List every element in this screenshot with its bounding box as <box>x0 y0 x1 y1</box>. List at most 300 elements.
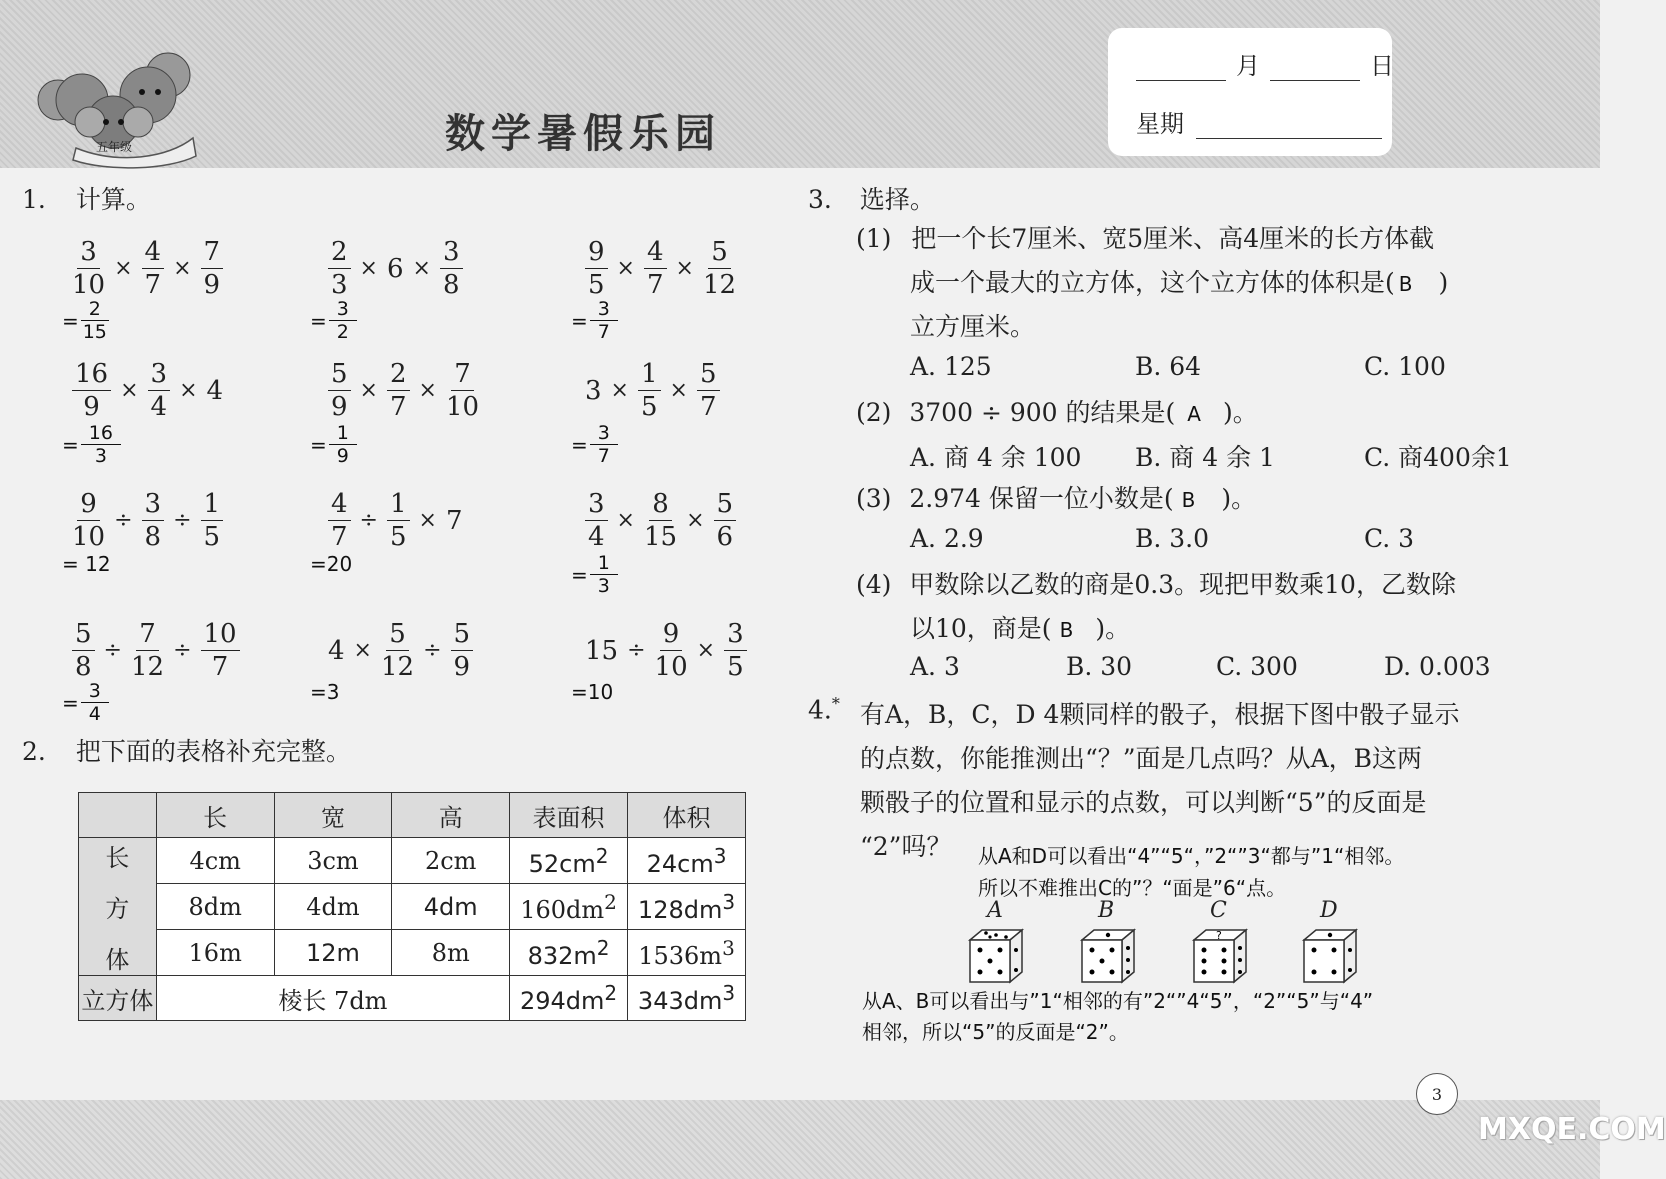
month-blank[interactable] <box>1136 56 1226 81</box>
denominator: 5 <box>640 392 658 422</box>
surface-area-answer[interactable] <box>510 930 628 976</box>
numerator: 3 <box>724 618 747 651</box>
option: A. 125 <box>910 352 992 381</box>
denominator: 7 <box>331 522 348 552</box>
equals-sign: = <box>571 562 588 587</box>
surface-area-answer[interactable] <box>510 838 628 884</box>
q3-part-4 <box>856 564 1456 606</box>
fraction <box>328 358 351 423</box>
fraction <box>381 618 414 683</box>
numerator: 2 <box>328 236 351 269</box>
cuboid-label-char: 长 <box>105 844 130 872</box>
volume-exponent: 3 <box>713 843 727 868</box>
numerator: 1 <box>387 488 410 521</box>
handwritten-answer[interactable]: =3 <box>310 680 340 704</box>
denominator: 15 <box>643 522 678 552</box>
answer-fraction <box>329 298 357 343</box>
operator: × <box>418 378 437 403</box>
operator: ÷ <box>103 638 122 663</box>
denominator: 5 <box>727 652 744 682</box>
question-text: 把一个长7厘米、宽5厘米、高4厘米的长方体截 <box>911 224 1435 253</box>
option: A. 商 4 余 100 <box>910 443 1082 472</box>
q4-line: 的点数，你能推测出“？”面是几点吗？从A，B这两 <box>860 744 1422 773</box>
table-row <box>79 838 746 884</box>
volume-value: 24cm <box>646 849 714 878</box>
q4-star: * <box>831 694 840 713</box>
number: 15 <box>585 635 619 666</box>
denominator: 15 <box>82 321 107 343</box>
height-answer[interactable]: 4dm <box>392 884 510 930</box>
numerator: 3 <box>590 298 618 321</box>
operator: × <box>353 638 372 663</box>
numerator: 2 <box>387 358 410 391</box>
operator: × <box>359 256 378 281</box>
fraction <box>644 488 677 553</box>
question-text: 成一个最大的立方体，这个立方体的体积是( <box>910 268 1395 297</box>
table-header-row <box>79 793 746 838</box>
numerator: 9 <box>585 236 608 269</box>
die-label: C <box>1210 898 1227 923</box>
numerator: 7 <box>201 236 224 269</box>
answer-blank[interactable]: B <box>1398 272 1413 296</box>
denominator: 10 <box>445 392 480 422</box>
fraction <box>703 236 736 301</box>
fraction <box>142 488 165 553</box>
numerator: 3 <box>440 236 463 269</box>
answer-blank[interactable]: A <box>1187 402 1201 426</box>
exercise-expression <box>328 236 463 301</box>
numerator: 4 <box>328 488 351 521</box>
number: 6 <box>386 253 404 284</box>
fraction <box>724 618 747 683</box>
denominator: 5 <box>588 270 605 300</box>
q3-part-4-line2 <box>910 608 1130 651</box>
day-blank[interactable] <box>1270 56 1360 81</box>
answer-blank[interactable]: B <box>1059 618 1074 642</box>
q2-number: 2. <box>22 737 46 766</box>
table-cell: 16m <box>156 930 274 976</box>
question-text: )。 <box>1222 398 1258 427</box>
part-label: (4) <box>856 570 892 599</box>
option: C. 商400余1 <box>1364 443 1512 472</box>
denominator: 4 <box>150 392 168 422</box>
q3-number: 3. <box>808 185 832 214</box>
numerator: 3 <box>148 358 171 391</box>
fraction <box>697 358 720 423</box>
fraction <box>328 236 351 301</box>
volume-value: 343dm <box>637 987 723 1015</box>
q4-line: “2”吗？ <box>860 832 952 861</box>
denominator: 7 <box>646 270 664 300</box>
q4-handwritten-answer[interactable]: 相邻，所以“5”的反面是“2”。 <box>862 1020 1129 1044</box>
header-volume: 体积 <box>628 793 746 838</box>
operator: × <box>359 378 378 403</box>
q4-handwritten-answer[interactable]: 从A、B可以看出与”1“相邻的有”2“”4“5”，“2”“5”与“4” <box>862 989 1374 1013</box>
q1-number: 1. <box>22 185 46 214</box>
fraction <box>446 358 479 423</box>
option: C. 3 <box>1364 524 1415 553</box>
part-label: (3) <box>856 484 892 513</box>
area-exponent: 2 <box>595 843 609 868</box>
numerator: 7 <box>451 358 474 391</box>
fraction <box>714 488 737 553</box>
exercise-expression <box>328 358 479 423</box>
denominator: 9 <box>336 445 349 467</box>
weekday-blank[interactable] <box>1196 114 1382 139</box>
denominator: 8 <box>442 270 460 300</box>
die-label: B <box>1098 898 1115 923</box>
exercise-expression <box>585 236 736 301</box>
numerator: 1 <box>638 358 661 391</box>
handwritten-answer[interactable] <box>571 552 618 597</box>
table-row <box>79 976 746 1021</box>
q3-part-1 <box>856 218 1434 260</box>
denominator: 6 <box>716 522 734 552</box>
q3-part-2 <box>856 392 1258 435</box>
denominator: 4 <box>588 522 605 552</box>
fraction <box>201 488 224 553</box>
numerator: 16 <box>72 358 111 391</box>
width-answer[interactable]: 12m <box>274 930 392 976</box>
question-text: 甲数除以乙数的商是0.3。现把甲数乘10，乙数除 <box>909 570 1456 599</box>
equals-sign: = <box>310 308 327 333</box>
header-surface-area: 表面积 <box>510 793 628 838</box>
answer-fraction <box>81 680 109 725</box>
handwritten-answer[interactable] <box>62 422 121 467</box>
denominator: 9 <box>83 392 100 422</box>
fraction <box>451 618 474 683</box>
option: D. 0.003 <box>1384 652 1491 681</box>
handwritten-answer[interactable]: =10 <box>571 680 614 704</box>
numerator: 1 <box>201 488 224 521</box>
numerator: 8 <box>649 488 672 521</box>
option: B. 3.0 <box>1135 524 1210 553</box>
option: C. 300 <box>1216 652 1298 681</box>
volume-exponent: 3 <box>722 889 736 914</box>
area-value: 832m <box>527 941 597 970</box>
operator: × <box>179 378 198 403</box>
fraction <box>655 618 688 683</box>
question-text: )。 <box>1095 614 1131 643</box>
cube-label: 立方体 <box>79 976 157 1021</box>
fraction <box>387 488 410 553</box>
handwritten-answer[interactable] <box>571 298 618 343</box>
numerator: 5 <box>697 358 720 391</box>
question-text: )。 <box>1221 484 1257 513</box>
answer-fraction <box>590 298 618 343</box>
surface-area-answer[interactable] <box>510 976 628 1021</box>
watermark: MXQE.COM <box>1478 1112 1666 1147</box>
number: 4 <box>206 375 224 406</box>
handwritten-answer[interactable] <box>310 422 357 467</box>
question-text: 以10，商是( <box>910 614 1052 643</box>
equals-sign: = <box>62 308 79 333</box>
operator: × <box>610 378 629 403</box>
exercise-expression <box>328 618 473 683</box>
day-label: 日 <box>1370 52 1394 80</box>
date-box <box>1108 28 1392 156</box>
exercise-expression <box>585 488 736 553</box>
month-label: 月 <box>1236 52 1260 80</box>
denominator: 7 <box>144 270 162 300</box>
table-cell: 8dm <box>156 884 274 930</box>
part-label: (2) <box>856 398 892 427</box>
denominator: 3 <box>331 270 348 300</box>
date-row <box>1136 46 1394 81</box>
fraction <box>585 488 608 553</box>
area-value: 294dm <box>519 987 605 1015</box>
table-corner <box>79 793 157 838</box>
q4-line: 有A，B，C，D 4颗同样的骰子，根据下图中骰子显示 <box>860 700 1460 729</box>
exercise-expression <box>72 358 223 423</box>
volume-value: 128dm <box>637 895 723 924</box>
handwritten-answer[interactable] <box>310 298 357 343</box>
answer-fraction <box>81 298 109 343</box>
table-cell: 8m <box>392 930 510 976</box>
numerator: 3 <box>81 680 109 703</box>
table-cell: 4cm <box>156 838 274 884</box>
numerator: 5 <box>386 618 409 651</box>
numerator: 4 <box>644 236 667 269</box>
area-value: 160dm <box>520 895 605 924</box>
exercise-expression <box>328 488 463 553</box>
denominator: 7 <box>597 321 610 343</box>
numerator: 5 <box>708 236 731 269</box>
operator: × <box>686 508 705 533</box>
exercise-expression <box>585 618 747 683</box>
numerator: 10 <box>201 618 240 651</box>
volume-answer[interactable] <box>628 838 746 884</box>
denominator: 12 <box>380 652 415 682</box>
header-length: 长 <box>156 793 274 838</box>
volume-table <box>78 792 746 1021</box>
question-text: ) <box>1438 268 1449 297</box>
cuboid-label-char: 方 <box>105 895 130 923</box>
option: C. 100 <box>1364 352 1446 381</box>
denominator: 3 <box>597 575 610 597</box>
q4-number <box>808 694 840 724</box>
denominator: 7 <box>211 652 229 682</box>
cuboid-label <box>79 838 157 976</box>
denominator: 12 <box>130 652 165 682</box>
operator: ÷ <box>173 508 192 533</box>
operator: ÷ <box>423 638 442 663</box>
grade-badge: 五年级 <box>96 140 133 154</box>
q4-handwritten-answer[interactable]: 所以不难推出C的”？“面是”6“点。 <box>978 876 1287 900</box>
numerator: 7 <box>136 618 159 651</box>
table-row <box>79 930 746 976</box>
numerator: 4 <box>142 236 165 269</box>
fraction <box>72 358 111 423</box>
operator: × <box>120 378 139 403</box>
weekday-label: 星期 <box>1136 110 1184 138</box>
number: 4 <box>328 635 345 666</box>
answer-fraction <box>81 422 121 467</box>
handwritten-answer[interactable]: = 12 <box>62 552 111 576</box>
page-title: 数学暑假乐园 <box>445 111 721 157</box>
handwritten-answer[interactable] <box>62 298 109 343</box>
denominator: 10 <box>72 522 106 552</box>
denominator: 5 <box>203 522 221 552</box>
q3-part-3 <box>856 478 1256 521</box>
question-text: 立方厘米。 <box>910 312 1036 341</box>
fraction <box>72 618 95 683</box>
exercise-expression <box>72 236 223 301</box>
answer-blank[interactable]: B <box>1181 488 1196 512</box>
table-cell: 4dm <box>274 884 392 930</box>
q4-handwritten-answer[interactable]: 从A和D可以看出“4”“5“，”2“”3“都与”1“相邻。 <box>978 844 1405 868</box>
number: 7 <box>445 505 463 536</box>
header-height: 高 <box>392 793 510 838</box>
answer-fraction <box>329 422 357 467</box>
operator: × <box>696 638 716 663</box>
denominator: 10 <box>72 270 106 300</box>
option: A. 2.9 <box>910 524 984 553</box>
q4-line: 颗骰子的位置和显示的点数，可以判断“5”的反面是 <box>860 788 1427 817</box>
handwritten-answer[interactable]: =20 <box>310 552 353 576</box>
die-b-icon <box>1078 926 1138 986</box>
operator: ÷ <box>359 508 378 533</box>
fraction <box>131 618 164 683</box>
operator: × <box>114 256 133 281</box>
option: B. 商 4 余 1 <box>1135 443 1275 472</box>
equals-sign: = <box>571 432 588 457</box>
part-label: (1) <box>856 224 892 253</box>
denominator: 8 <box>75 652 92 682</box>
fraction <box>148 358 171 423</box>
table-cell: 3cm <box>274 838 392 884</box>
weekday-row <box>1136 104 1382 139</box>
denominator: 2 <box>336 321 349 343</box>
question-text: 3700 ÷ 900 的结果是( <box>909 398 1176 427</box>
numerator: 9 <box>77 488 100 521</box>
fraction <box>201 236 224 301</box>
denominator: 10 <box>654 652 688 682</box>
denominator: 7 <box>699 392 717 422</box>
numerator: 3 <box>590 422 618 445</box>
q3-heading <box>808 180 935 216</box>
handwritten-answer[interactable] <box>62 680 109 725</box>
question-text: 2.974 保留一位小数是( <box>909 484 1174 513</box>
operator: × <box>616 508 635 533</box>
numerator: 3 <box>585 488 608 521</box>
cube-edge: 棱长 7dm <box>156 976 509 1021</box>
table-row <box>79 884 746 930</box>
operator: × <box>669 378 688 403</box>
volume-exponent: 3 <box>722 981 736 1005</box>
denominator: 7 <box>597 445 610 467</box>
numerator: 5 <box>328 358 351 391</box>
die-label: A <box>987 898 1003 923</box>
fraction <box>585 236 608 301</box>
numerator: 1 <box>590 552 618 575</box>
denominator: 12 <box>702 270 737 300</box>
equals-sign: = <box>62 432 79 457</box>
handwritten-answer[interactable] <box>571 422 618 467</box>
fraction <box>644 236 667 301</box>
denominator: 9 <box>453 652 471 682</box>
die-c-icon <box>1190 926 1250 986</box>
die-d-icon <box>1300 926 1360 986</box>
fraction <box>72 488 105 553</box>
numerator: 3 <box>329 298 357 321</box>
exercise-expression <box>72 618 240 683</box>
numerator: 5 <box>714 488 737 521</box>
q3-part-1-line2 <box>910 262 1448 305</box>
volume-exponent: 3 <box>722 935 735 960</box>
die-a-icon <box>966 926 1026 986</box>
svg-text:?: ? <box>1216 929 1222 942</box>
volume-answer[interactable] <box>628 976 746 1021</box>
denominator: 9 <box>331 392 348 422</box>
fraction <box>201 618 240 683</box>
operator: × <box>173 256 192 281</box>
equals-sign: = <box>571 308 588 333</box>
numerator: 3 <box>77 236 100 269</box>
answer-fraction <box>590 552 618 597</box>
operator: ÷ <box>114 508 133 533</box>
option: B. 64 <box>1135 352 1202 381</box>
die-label: D <box>1320 898 1338 923</box>
operator: × <box>412 256 431 281</box>
equals-sign: = <box>310 432 327 457</box>
fraction <box>638 358 661 423</box>
numerator: 1 <box>329 422 357 445</box>
fraction <box>440 236 463 301</box>
area-exponent: 2 <box>604 889 617 914</box>
header-width: 宽 <box>274 793 392 838</box>
exercise-expression <box>585 358 720 423</box>
q3-title: 选择。 <box>859 185 935 214</box>
option: A. 3 <box>910 652 960 681</box>
denominator: 9 <box>203 270 221 300</box>
numerator: 5 <box>72 618 95 651</box>
fraction <box>72 236 105 301</box>
option: B. 30 <box>1066 652 1133 681</box>
volume-value: 1536m <box>638 941 723 970</box>
fraction <box>387 358 410 423</box>
cuboid-label-char: 体 <box>105 946 130 974</box>
fraction <box>142 236 165 301</box>
operator: ÷ <box>627 638 646 663</box>
numerator: 3 <box>142 488 165 521</box>
q2-heading <box>22 732 351 768</box>
denominator: 8 <box>144 522 162 552</box>
operator: × <box>616 256 635 281</box>
area-value: 52cm <box>528 849 596 878</box>
footer-band <box>0 1100 1600 1179</box>
table-cell <box>510 884 628 930</box>
numerator: 16 <box>81 422 121 445</box>
q2-title: 把下面的表格补充完整。 <box>75 737 351 766</box>
area-exponent: 2 <box>596 935 610 960</box>
q4-number-text: 4. <box>808 695 832 725</box>
area-exponent: 2 <box>604 981 618 1005</box>
denominator: 5 <box>389 522 407 552</box>
fraction <box>328 488 351 553</box>
number: 3 <box>585 375 602 406</box>
numerator: 9 <box>660 618 683 651</box>
denominator: 4 <box>88 703 101 725</box>
table-cell <box>628 930 746 976</box>
operator: ÷ <box>173 638 192 663</box>
answer-fraction <box>590 422 618 467</box>
q1-title: 计算。 <box>75 185 151 214</box>
q1-heading <box>22 180 151 216</box>
table-cell: 2cm <box>392 838 510 884</box>
volume-answer[interactable] <box>628 884 746 930</box>
denominator: 7 <box>389 392 407 422</box>
